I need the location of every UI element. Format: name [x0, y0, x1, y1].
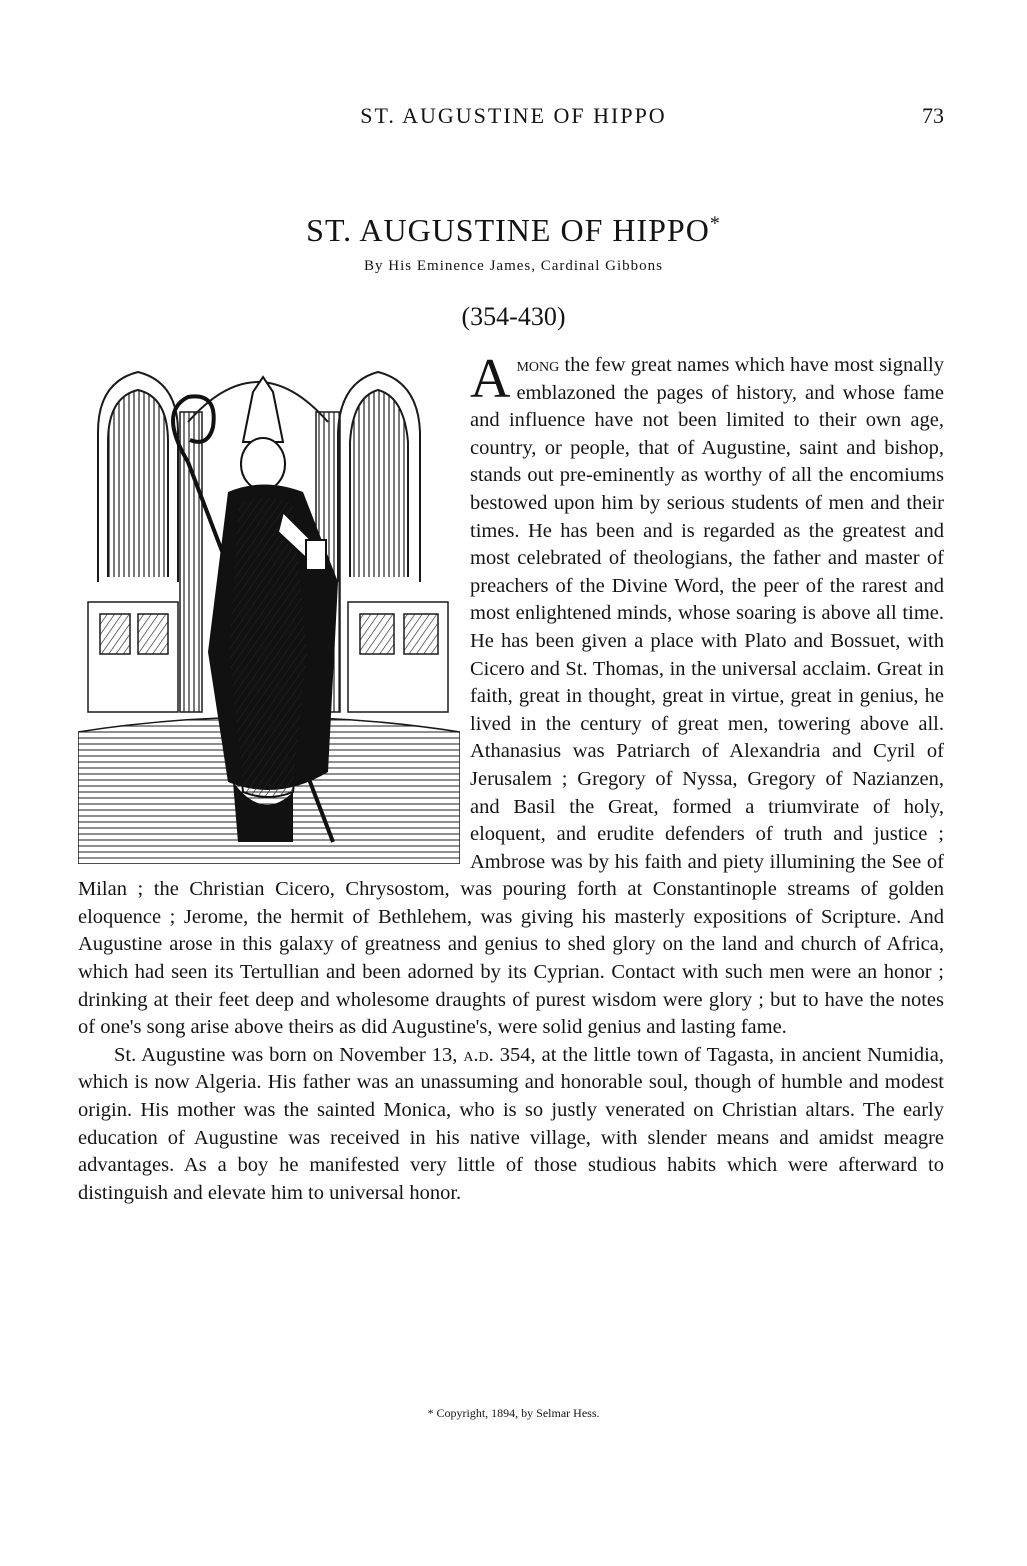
- copyright-footnote: * Copyright, 1894, by Selmar Hess.: [427, 1406, 600, 1420]
- paragraph-1-text: the few great names which have most signally emblazoned the pages of history, and whose fame and influence have not been limited to their own age, country, or people, that of Augustine, saint and bishop, stands out pre-eminently as worthy of all the encomiums bestowed upon him by serious students of men and their times. He has been and is regarded as the greatest and most celebrated of theologians, the father and master of preachers of the Divine Word, the peer of the rarest and most enlightened minds, whose soaring is above all time. He has been given a place with Plato and Bossuet, with Cicero and St. Thomas, in the universal acclaim. Great in faith, great in thought, great in virtue, great in genius, he lived in the century of great men, towering above all. Athanasius was Patriarch of Alexandria and Cyril of Jerusalem ; Gregory of Nyssa, Gregory of Nazianzen, and Basil the Great, formed a triumvirate of holy, eloquent, and erudite defenders of truth and justice ; Ambrose was by his faith and piety illumining the See of Milan ; the Christian Cicero, Chrysostom, was pouring forth at Constantinople streams of golden eloquence ; Jerome, the hermit of Bethlehem, was giving his masterly expositions of Scripture. And Augustine arose in this galaxy of greatness and genius to shed glory on the land and church of Africa, which had seen its Tertullian and been adorned by its Cyprian. Contact with such men were an honor ; drinking at their feet deep and wholesome draughts of purest wisdom were glory ; but to have the notes of one's song arise above theirs as did Augustine's, were solid genius and lasting fame.: [78, 354, 944, 1039]
- life-dates: (354-430): [461, 302, 566, 331]
- bishop-engraving-illustration: [78, 352, 460, 864]
- drop-cap: A: [470, 348, 511, 410]
- page-number: 73: [922, 103, 944, 128]
- running-title: ST. AUGUSTINE OF HIPPO: [360, 103, 667, 128]
- paragraph-2-text-a: St. Augustine was born on November 13,: [114, 1043, 464, 1066]
- article-title: [0, 212, 1027, 249]
- article-title-text: ST. AUGUSTINE OF HIPPO: [306, 212, 710, 248]
- footnote-marker: *: [709, 212, 721, 235]
- running-head: [0, 103, 1027, 133]
- engraving-svg: [78, 352, 460, 864]
- paragraph-2-text-b: 354, at the little town of Tagasta, in ancient Numidia, which is now Algeria. His father was an unassuming and honorable soul, though of humble and modest origin. His mother was the sainted Monica, who is so justly venerated on Christian altars. The early education of Augustine was received in his native village, with slender means and amidst meagre advantages. As a boy he manifested very little of those studious habits which were afterward to distinguish and elevate him to universal honor.: [78, 1043, 944, 1204]
- paragraph-2: [78, 1042, 944, 1208]
- opening-small-caps: mong: [516, 354, 560, 376]
- era-abbreviation: a.d.: [463, 1043, 494, 1066]
- byline: By His Eminence James, Cardinal Gibbons: [364, 258, 663, 274]
